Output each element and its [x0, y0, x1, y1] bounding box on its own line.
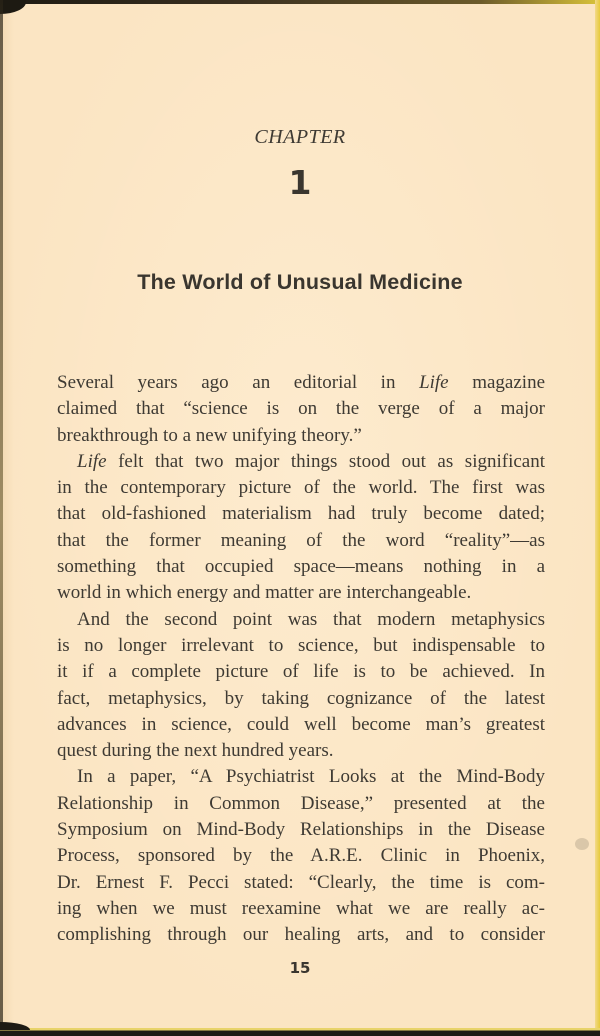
- text-span: magazine: [448, 372, 546, 393]
- text-line: In a paper, “A Psychiatrist Looks at the Mind-Body: [77, 766, 545, 788]
- chapter-number: 1: [288, 163, 312, 202]
- chapter-label: CHAPTER: [254, 126, 346, 148]
- chapter-title: The World of Unusual Medicine: [137, 270, 463, 294]
- text-line: quest during the next hundred years.: [57, 740, 334, 762]
- text-line: claimed that “science is on the verge of a major: [57, 398, 545, 420]
- italic-magazine-name: Life: [77, 450, 107, 472]
- text-line: ing when we must reexamine what we are really ac-: [57, 897, 545, 919]
- text-line: [57, 370, 545, 396]
- body-text: [57, 370, 545, 949]
- page-corner-shadow: [0, 0, 26, 14]
- text-line: complishing through our healing arts, and to consider: [57, 924, 545, 946]
- text-line: breakthrough to a new unifying theory.”: [57, 424, 362, 446]
- page-edge-bottom: [0, 1028, 600, 1036]
- ink-smudge: [575, 838, 589, 850]
- text-line: that old-fashioned materialism had truly become dated;: [57, 503, 545, 525]
- text-span: felt that two major things stood out as significant: [106, 450, 545, 472]
- text-line: is no longer irrelevant to science, but indispensable to: [57, 634, 545, 656]
- text-line: Dr. Ernest F. Pecci stated: “Clearly, the time is com-: [57, 871, 545, 893]
- text-line: fact, metaphysics, by taking cognizance of the latest: [57, 687, 545, 709]
- page-number: 15: [289, 959, 311, 977]
- text-line: Relationship in Common Disease,” presented at the: [57, 792, 545, 814]
- text-line: Symposium on Mind-Body Relationships in the Disease: [57, 819, 545, 841]
- italic-magazine-name: Life: [419, 372, 449, 393]
- text-line: Process, sponsored by the A.R.E. Clinic in Phoenix,: [57, 845, 545, 867]
- page-edge-left: [0, 0, 3, 1036]
- text-line: advances in science, could well become man’s greatest: [57, 713, 545, 735]
- text-span: Several years ago an editorial in: [57, 372, 420, 393]
- page-edge-right: [595, 0, 600, 1036]
- text-line: that the former meaning of the word “reality”—as: [57, 529, 545, 551]
- text-line: [57, 449, 545, 475]
- text-line: in the contemporary picture of the world. The first was: [57, 477, 545, 499]
- page-corner-shadow-bottom: [0, 1022, 30, 1030]
- text-line: it if a complete picture of life is to be achieved. In: [57, 661, 545, 683]
- text-line: something that occupied space—means nothing in a: [57, 556, 545, 578]
- text-line: world in which energy and matter are interchangeable.: [57, 582, 472, 604]
- page-edge-top: [0, 0, 600, 4]
- text-line: And the second point was that modern metaphysics: [77, 608, 545, 630]
